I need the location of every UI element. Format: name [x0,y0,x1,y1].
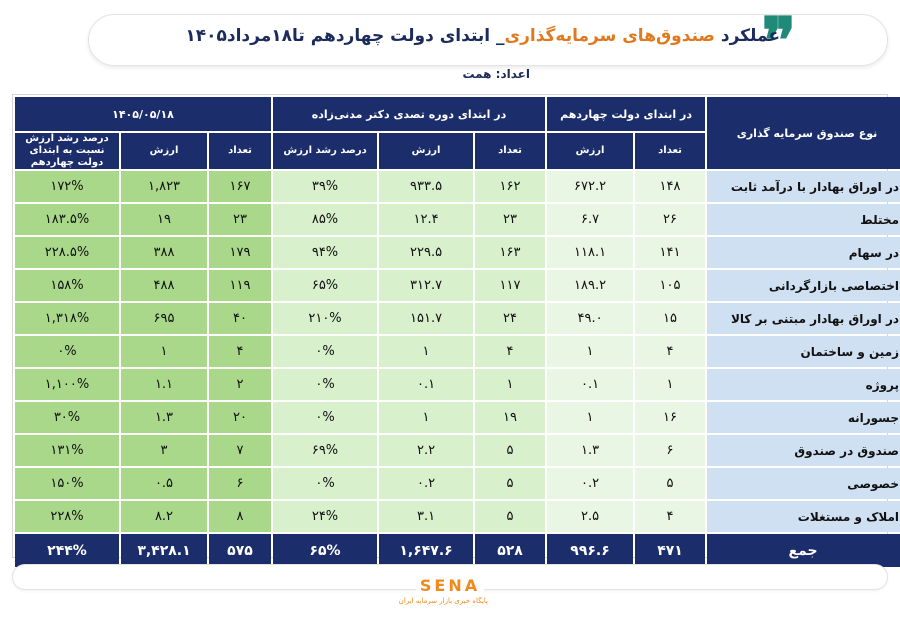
table-row [15,303,900,334]
cell: ۰% [273,402,377,433]
cell: ۱۱۷ [475,270,545,301]
cell: ۲۳ [209,204,271,235]
cell: ۲۴ [475,303,545,334]
cell: ۲.۵ [547,501,633,532]
cell: ۱۹ [121,204,207,235]
cell: ۰.۲ [547,468,633,499]
cell: ۶۷۲.۲ [547,171,633,202]
cell: ۴ [209,336,271,367]
sub-header-value: ارزش [547,133,633,169]
cell: ۲۴% [273,501,377,532]
cell: ۰% [15,336,119,367]
fund-type-cell: در سهام [707,237,900,268]
fund-type-cell: اختصاصی بازارگردانی [707,270,900,301]
total-row [15,534,900,567]
cell: ۱۷۲% [15,171,119,202]
cell: ۱۸۹.۲ [547,270,633,301]
cell: ۱۳۱% [15,435,119,466]
cell: ۱۶۲ [475,171,545,202]
cell: ۲.۲ [379,435,473,466]
cell: ۱۱۸.۱ [547,237,633,268]
page-title [185,26,780,46]
cell: ۲۰ [209,402,271,433]
cell: ۷ [209,435,271,466]
total-label: جمع [707,534,900,567]
sub-header-value: ارزش [121,133,207,169]
cell: ۹۹۶.۶ [547,534,633,567]
table-row [15,369,900,400]
fund-type-cell: در اوراق بهادار مبتنی بر کالا [707,303,900,334]
sub-header-count: تعداد [475,133,545,169]
cell: ۸.۲ [121,501,207,532]
cell: ۰.۱ [547,369,633,400]
cell: ۳,۴۲۸.۱ [121,534,207,567]
cell: ۱ [635,369,705,400]
cell: ۱ [379,402,473,433]
cell: ۱۷۹ [209,237,271,268]
cell: ۲۲۸.۵% [15,237,119,268]
cell: ۴ [635,336,705,367]
cell: ۱۰۵ [635,270,705,301]
cell: ۱,۶۴۷.۶ [379,534,473,567]
cell: ۵۷۵ [209,534,271,567]
cell: ۱.۳ [547,435,633,466]
cell: ۳ [121,435,207,466]
cell: ۸ [209,501,271,532]
sub-header-count: تعداد [209,133,271,169]
cell: ۶ [209,468,271,499]
cell: ۲ [209,369,271,400]
sena-logo [398,576,488,610]
table-row [15,402,900,433]
cell: ۱۵۰% [15,468,119,499]
fund-type-cell: مختلط [707,204,900,235]
cell: ۶۹۵ [121,303,207,334]
table-row [15,237,900,268]
cell: ۵ [635,468,705,499]
sub-header-growth-vs-start: درصد رشد ارزش نسبت به ابتدای دولت چهاردهم [15,133,119,169]
cell: ۶۵% [273,534,377,567]
cell: ۱.۱ [121,369,207,400]
cell: ۱۵۸% [15,270,119,301]
cell: ۱.۳ [121,402,207,433]
cell: ۳۸۸ [121,237,207,268]
fund-type-cell: زمین و ساختمان [707,336,900,367]
cell: ۶.۷ [547,204,633,235]
cell: ۱۸۳.۵% [15,204,119,235]
group-header-madanizadeh: در ابتدای دوره تصدی دکتر مدنی‌زاده [273,97,545,131]
fund-type-cell: خصوصی [707,468,900,499]
logo-tagline: پایگاه خبری بازار سرمایه ایران [398,597,488,605]
group-header-date: ۱۴۰۵/۰۵/۱۸ [15,97,271,131]
cell: ۱,۱۰۰% [15,369,119,400]
cell: ۱۶ [635,402,705,433]
cell: ۲۳ [475,204,545,235]
funds-table-container [12,94,900,559]
table-row [15,501,900,532]
cell: ۴۷۱ [635,534,705,567]
quote-icon: ❞ [761,4,796,79]
cell: ۵ [475,435,545,466]
cell: ۳۱۲.۷ [379,270,473,301]
cell: ۲۶ [635,204,705,235]
cell: ۲۲۸% [15,501,119,532]
cell: ۱۱۹ [209,270,271,301]
cell: ۱۹ [475,402,545,433]
table-row [15,171,900,202]
table-row [15,270,900,301]
fund-type-header: نوع صندوق سرمایه گذاری [707,97,900,169]
fund-type-cell: پروژه [707,369,900,400]
cell: ۱۲.۴ [379,204,473,235]
title-rest: _ ابتدای دولت چهاردهم تا۱۸مرداد۱۴۰۵ [185,26,505,46]
cell: ۴۸۸ [121,270,207,301]
cell: ۲۲۹.۵ [379,237,473,268]
cell: ۱ [475,369,545,400]
cell: ۰.۲ [379,468,473,499]
cell: ۱ [379,336,473,367]
cell: ۱ [547,336,633,367]
fund-type-cell: صندوق در صندوق [707,435,900,466]
cell: ۱ [547,402,633,433]
funds-table [13,95,900,569]
cell: ۵ [475,501,545,532]
cell: ۲۴۴% [15,534,119,567]
cell: ۱۶۷ [209,171,271,202]
table-row [15,336,900,367]
units-note: اعداد: همت [462,67,530,81]
cell: ۱۶۳ [475,237,545,268]
cell: ۳۹% [273,171,377,202]
sub-header-value: ارزش [379,133,473,169]
cell: ۳.۱ [379,501,473,532]
cell: ۱,۸۲۳ [121,171,207,202]
table-row [15,204,900,235]
group-header-start-govt: در ابتدای دولت چهاردهم [547,97,705,131]
cell: ۱,۳۱۸% [15,303,119,334]
title-accent: صندوق‌های سرمایه‌گذاری [504,26,715,46]
cell: ۴ [635,501,705,532]
cell: ۶ [635,435,705,466]
cell: ۰% [273,468,377,499]
cell: ۶۹% [273,435,377,466]
cell: ۴۰ [209,303,271,334]
logo-word: SENA [416,576,484,595]
fund-type-cell: املاک و مستغلات [707,501,900,532]
fund-type-cell: در اوراق بهادار با درآمد ثابت [707,171,900,202]
title-main: عملکرد [714,26,780,46]
cell: ۹۳۳.۵ [379,171,473,202]
cell: ۰.۱ [379,369,473,400]
cell: ۸۵% [273,204,377,235]
fund-type-cell: جسورانه [707,402,900,433]
cell: ۱۴۸ [635,171,705,202]
cell: ۲۱۰% [273,303,377,334]
cell: ۰% [273,336,377,367]
sub-header-growth: درصد رشد ارزش [273,133,377,169]
cell: ۶۵% [273,270,377,301]
cell: ۱۵۱.۷ [379,303,473,334]
cell: ۱۴۱ [635,237,705,268]
cell: ۳۰% [15,402,119,433]
cell: ۴۹.۰ [547,303,633,334]
table-row [15,468,900,499]
cell: ۹۴% [273,237,377,268]
cell: ۰.۵ [121,468,207,499]
cell: ۱۵ [635,303,705,334]
sub-header-count: تعداد [635,133,705,169]
cell: ۵۲۸ [475,534,545,567]
cell: ۵ [475,468,545,499]
cell: ۱ [121,336,207,367]
table-row [15,435,900,466]
cell: ۴ [475,336,545,367]
cell: ۰% [273,369,377,400]
